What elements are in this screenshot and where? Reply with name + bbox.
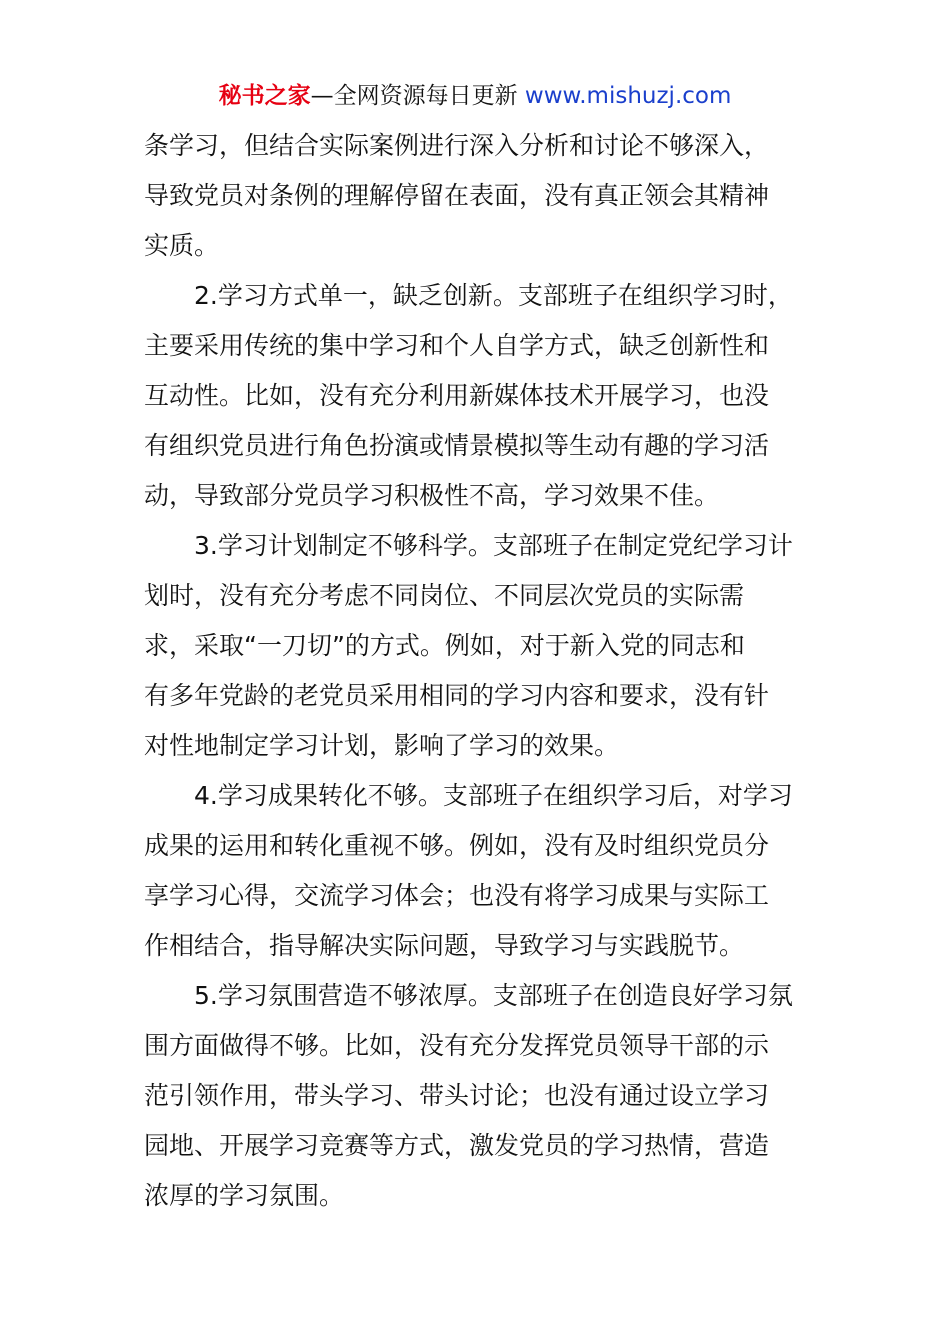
text-line: 求，采取“一刀切”的方式。例如，对于新入党的同志和 (144, 631, 745, 660)
text-line: 成果的运用和转化重视不够。例如，没有及时组织党员分 (144, 831, 770, 860)
text-line: 享学习心得，交流学习体会；也没有将学习成果与实际工 (144, 881, 770, 910)
site-url-link[interactable]: www.mishuzj.com (524, 83, 732, 109)
text-line: 3.学习计划制定不够科学。支部班子在制定党纪学习计 (194, 531, 793, 560)
site-brand: 秘书之家 (218, 83, 311, 109)
text-line: 互动性。比如，没有充分利用新媒体技术开展学习，也没 (144, 381, 770, 410)
text-line: 划时，没有充分考虑不同岗位、不同层次党员的实际需 (144, 581, 745, 610)
text-line: 实质。 (144, 231, 220, 260)
text-line: 动，导致部分党员学习积极性不高，学习效果不佳。 (144, 481, 720, 510)
text-line: 5.学习氛围营造不够浓厚。支部班子在创造良好学习氛 (194, 981, 793, 1010)
text-line: 作相结合，指导解决实际问题，导致学习与实践脱节。 (144, 931, 745, 960)
text-line: 4.学习成果转化不够。支部班子在组织学习后，对学习 (194, 781, 793, 810)
site-header (0, 80, 950, 112)
text-line: 有多年党龄的老党员采用相同的学习内容和要求，没有针 (144, 681, 770, 710)
site-tagline: —全网资源每日更新 (310, 83, 525, 109)
text-line: 导致党员对条例的理解停留在表面，没有真正领会其精神 (144, 181, 770, 210)
text-line: 主要采用传统的集中学习和个人自学方式，缺乏创新性和 (144, 331, 770, 360)
text-line: 条学习，但结合实际案例进行深入分析和讨论不够深入， (144, 131, 770, 160)
text-line: 围方面做得不够。比如，没有充分发挥党员领导干部的示 (144, 1031, 770, 1060)
text-line: 2.学习方式单一，缺乏创新。支部班子在组织学习时， (194, 281, 793, 310)
paragraph-item-5 (144, 971, 808, 1221)
text-line: 范引领作用，带头学习、带头讨论；也没有通过设立学习 (144, 1081, 770, 1110)
paragraph-continuation (144, 121, 808, 271)
text-line: 对性地制定学习计划，影响了学习的效果。 (144, 731, 620, 760)
paragraph-item-3 (144, 521, 808, 771)
paragraph-item-4 (144, 771, 808, 971)
document-body (144, 121, 808, 1221)
text-line: 园地、开展学习竞赛等方式，激发党员的学习热情，营造 (144, 1131, 770, 1160)
text-line: 有组织党员进行角色扮演或情景模拟等生动有趣的学习活 (144, 431, 770, 460)
text-line: 浓厚的学习氛围。 (144, 1181, 345, 1210)
paragraph-item-2 (144, 271, 808, 521)
